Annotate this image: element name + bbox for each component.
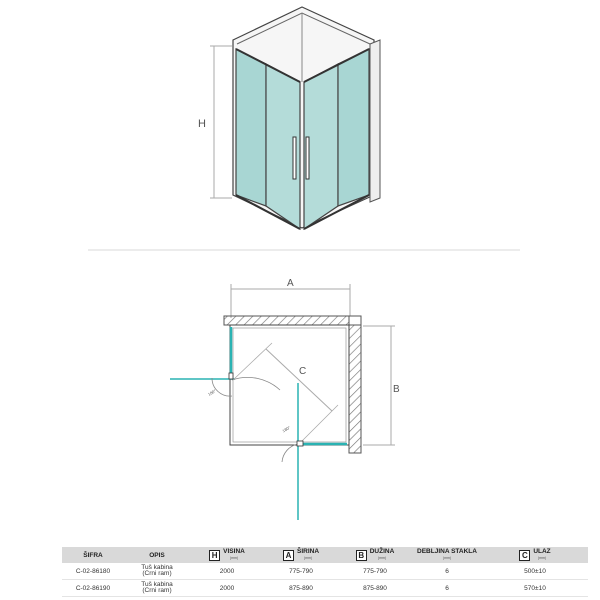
cell-ulaz: 570±10 xyxy=(482,580,588,597)
bottom-door-angle-arc xyxy=(282,444,298,462)
elevation-view xyxy=(198,7,380,229)
column-header-sifra: ŠIFRA xyxy=(62,547,124,563)
top-wall xyxy=(224,316,349,325)
diagonal-label: C xyxy=(299,366,307,377)
left-door-swing-arc xyxy=(232,377,280,390)
column-header-debljina-stakla: DEBLJINA STAKLA (mm) xyxy=(412,547,482,563)
width-label: A xyxy=(287,278,294,289)
elevation-right-wall-edge xyxy=(370,40,380,202)
width-badge-icon: A xyxy=(283,550,294,561)
left-door-handle xyxy=(293,137,296,179)
spec-table-header-row xyxy=(62,547,588,563)
column-header-ulaz: C ULAZ (mm) xyxy=(482,547,588,563)
left-fixed-glass-panel xyxy=(236,49,266,206)
cell-visina: 2000 xyxy=(190,563,264,580)
left-door-angle-label: 180° xyxy=(207,388,217,397)
column-header-visina: H VISINA (mm) xyxy=(190,547,264,563)
table-row xyxy=(62,563,588,580)
cell-debljina: 6 xyxy=(412,580,482,597)
column-header-opis: OPIS xyxy=(124,547,190,563)
plan-view xyxy=(170,278,400,520)
diagonal-extension-right xyxy=(300,405,338,443)
cell-debljina: 6 xyxy=(412,563,482,580)
cell-opis: Tuš kabina (Crni ram) xyxy=(124,563,190,580)
column-header-duzina: B DUŽINA (mm) xyxy=(338,547,412,563)
column-header-sirina: A ŠIRINA (mm) xyxy=(264,547,338,563)
right-door-angle-label: 180° xyxy=(281,424,292,434)
right-fixed-glass-panel xyxy=(338,49,369,206)
diagonal-extension-left xyxy=(233,343,272,380)
wall-corner xyxy=(349,316,361,325)
bottom-door-hinge xyxy=(297,441,303,446)
cell-ulaz: 500±10 xyxy=(482,563,588,580)
right-wall xyxy=(349,325,361,453)
cell-sirina: 875-890 xyxy=(264,580,338,597)
cell-visina: 2000 xyxy=(190,580,264,597)
spec-table xyxy=(62,547,588,597)
cell-sirina: 775-790 xyxy=(264,563,338,580)
diagonal-dimension-line xyxy=(266,349,332,411)
right-door-handle xyxy=(306,137,309,179)
table-row xyxy=(62,580,588,597)
depth-badge-icon: B xyxy=(356,550,367,561)
cell-duzina: 875-890 xyxy=(338,580,412,597)
cell-duzina: 775-790 xyxy=(338,563,412,580)
depth-label: B xyxy=(393,384,400,395)
cabin-inner-outline xyxy=(233,328,346,442)
height-badge-icon: H xyxy=(209,550,220,561)
cell-sifra: C-02-86190 xyxy=(62,580,124,597)
left-door-hinge xyxy=(229,373,233,379)
height-label: H xyxy=(198,118,206,130)
cell-opis: Tuš kabina (Crni ram) xyxy=(124,580,190,597)
entry-badge-icon: C xyxy=(519,550,530,561)
cell-sifra: C-02-86180 xyxy=(62,563,124,580)
